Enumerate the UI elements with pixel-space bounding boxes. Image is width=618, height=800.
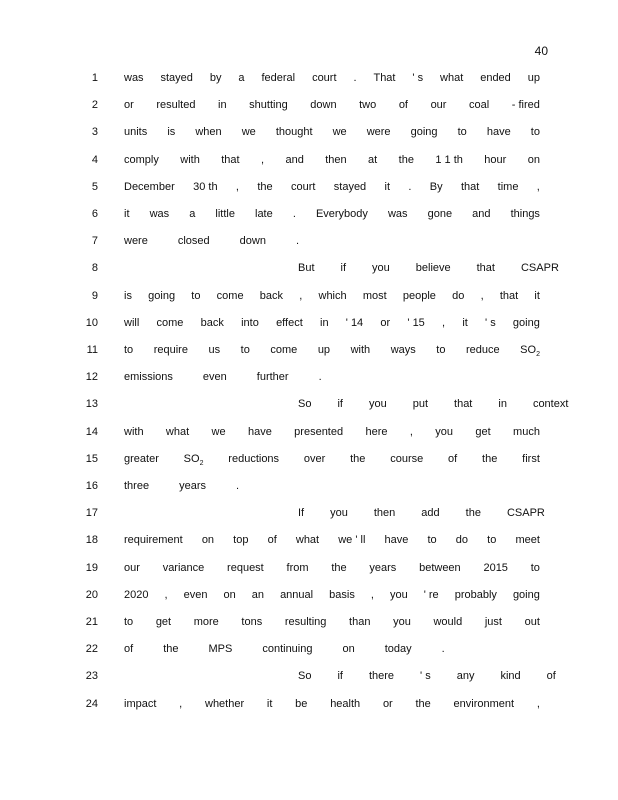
transcript-line [0, 505, 618, 521]
line-number: 6 [91, 208, 98, 220]
word: of [546, 670, 556, 683]
word: ended [480, 72, 511, 84]
transcript-line [0, 179, 618, 195]
line-text [124, 451, 540, 472]
word: we ' ll [338, 534, 366, 547]
word: a [238, 72, 245, 84]
word: we [241, 126, 256, 139]
word: back [259, 289, 284, 302]
word: you [389, 588, 408, 601]
word: probably [454, 588, 497, 601]
line-text [298, 668, 556, 684]
word: be [295, 697, 308, 710]
word: or [380, 316, 391, 329]
transcript-line [0, 560, 618, 576]
word: then [373, 507, 396, 520]
word: to [427, 534, 437, 547]
word: back [200, 316, 224, 329]
word: , [370, 588, 374, 601]
line-text [124, 97, 540, 113]
subscript: 2 [199, 459, 204, 467]
word: much [513, 425, 540, 438]
word: CSAPR [506, 507, 545, 520]
word: ' 15 [407, 316, 425, 329]
word: So [298, 670, 312, 683]
word: do [452, 289, 465, 302]
word: . [292, 208, 296, 220]
word: that [454, 398, 473, 411]
word: , [235, 180, 239, 193]
transcript-line [0, 614, 618, 630]
word: , [299, 289, 303, 302]
line-number: 5 [91, 180, 98, 193]
word: further [256, 371, 289, 384]
transcript-line [0, 70, 618, 86]
word: two [359, 99, 377, 112]
word: on [201, 534, 215, 547]
word: . [353, 72, 357, 84]
word: a [189, 208, 196, 220]
word: meet [515, 534, 540, 547]
word: whether [205, 697, 245, 710]
word: at [368, 153, 378, 166]
word: annual [280, 588, 314, 601]
word: people [402, 289, 436, 302]
transcript-line [0, 532, 618, 548]
word: ' s [485, 316, 496, 329]
word: come [270, 344, 298, 356]
word: here [365, 425, 388, 438]
word: and [472, 208, 491, 220]
word: coal [469, 99, 490, 112]
line-text [124, 288, 540, 304]
line-text [124, 206, 540, 222]
word: you [435, 425, 454, 438]
word: court [290, 180, 316, 193]
word: when [195, 126, 222, 139]
word: December [124, 180, 175, 193]
subscript: 2 [536, 351, 540, 359]
line-number: 1 [91, 72, 98, 84]
word: add [421, 507, 440, 520]
word: our [124, 561, 140, 574]
transcript-line [0, 152, 618, 168]
line-number: 12 [85, 371, 98, 384]
word: into [241, 316, 259, 329]
word: continuing [262, 643, 313, 656]
word: going [148, 289, 176, 302]
line-number: 22 [85, 643, 98, 656]
word: stayed [160, 72, 193, 84]
line-number: 20 [85, 588, 98, 601]
word: us [208, 344, 221, 356]
word: on [527, 153, 540, 166]
word: an [251, 588, 265, 601]
line-text [124, 70, 540, 86]
line-text [124, 614, 540, 630]
word: believe [415, 262, 451, 275]
word: that [221, 153, 240, 166]
word: federal [261, 72, 296, 84]
word: down [239, 235, 266, 248]
word: to [240, 344, 250, 356]
word: hour [484, 153, 507, 166]
transcript-line [0, 124, 618, 140]
transcript-line [0, 288, 618, 304]
word: . [235, 480, 240, 492]
word: first [522, 452, 540, 465]
word: with [180, 153, 200, 166]
word: on [342, 643, 355, 656]
word: kind [500, 670, 521, 683]
word: by [209, 72, 222, 84]
word: , [164, 588, 168, 601]
word: resulting [284, 616, 327, 628]
word: request [227, 561, 264, 574]
word: By [429, 180, 443, 193]
page-number: 40 [534, 44, 548, 58]
word: the [331, 561, 347, 574]
word: reductions [228, 452, 280, 465]
word: 1 1 th [435, 153, 463, 166]
word: what [295, 534, 320, 547]
word: our [430, 99, 447, 112]
line-text [124, 587, 540, 603]
word: requirement [124, 534, 183, 547]
word: to [124, 616, 134, 628]
word: thought [275, 126, 313, 139]
word: . [408, 180, 412, 193]
word: years [179, 480, 206, 492]
word: ' 14 [345, 316, 364, 329]
word: , [409, 425, 413, 438]
word: going [512, 316, 540, 329]
word: put [412, 398, 429, 411]
line-text [124, 424, 540, 440]
word: shutting [249, 99, 288, 112]
word: things [510, 208, 540, 220]
word: top [233, 534, 249, 547]
word: of [267, 534, 277, 547]
line-number: 13 [85, 398, 98, 411]
word: of [398, 99, 408, 112]
word: units [124, 126, 148, 139]
word: - fired [511, 99, 540, 112]
word: 2020 [124, 588, 149, 601]
line-number: 11 [86, 344, 98, 356]
word: late [255, 208, 273, 220]
word: to [487, 534, 497, 547]
word: it [384, 180, 391, 193]
word: , [179, 697, 183, 710]
word: and [285, 153, 304, 166]
word: variance [162, 561, 205, 574]
word: it [462, 316, 468, 329]
word: that [476, 262, 495, 275]
word: have [486, 126, 511, 139]
word: in [218, 99, 227, 112]
word: basis [329, 588, 355, 601]
word: three [124, 480, 150, 492]
word: we [211, 425, 226, 438]
word: presented [294, 425, 344, 438]
word: even [183, 588, 208, 601]
transcript-line [0, 424, 618, 440]
word: have [247, 425, 272, 438]
word: to [457, 126, 467, 139]
transcript-line [0, 206, 618, 222]
line-text [124, 179, 540, 195]
line-text [124, 369, 540, 385]
word: on [223, 588, 236, 601]
word: from [286, 561, 309, 574]
word: the [482, 452, 498, 465]
line-text [124, 152, 540, 168]
word: were [366, 126, 391, 139]
transcript-line [0, 451, 618, 467]
word: were [124, 235, 148, 248]
line-text [124, 696, 540, 712]
transcript-line [0, 396, 618, 412]
line-text [124, 532, 540, 548]
word: if [337, 670, 343, 683]
line-text [124, 342, 540, 363]
word: ways [390, 344, 416, 356]
word: up [527, 72, 540, 84]
word: will [124, 316, 140, 329]
word: years [369, 561, 397, 574]
word: with [350, 344, 371, 356]
word: gone [427, 208, 453, 220]
word: to [530, 561, 540, 574]
word: going [410, 126, 438, 139]
word: more [193, 616, 219, 628]
word: up [317, 344, 331, 356]
word: context [532, 398, 569, 411]
word: to [436, 344, 446, 356]
word: is [124, 289, 132, 302]
word: do [455, 534, 469, 547]
word: or [124, 99, 134, 112]
word: between [419, 561, 461, 574]
line-text [124, 315, 540, 331]
word: closed [177, 235, 210, 248]
word: than [349, 616, 371, 628]
word: you [330, 507, 348, 520]
word: even [202, 371, 227, 384]
word: , [536, 180, 540, 193]
word: what [440, 72, 464, 84]
word: health [330, 697, 361, 710]
line-number: 15 [85, 452, 98, 465]
word: , [480, 289, 484, 302]
word: what [165, 425, 190, 438]
word: of [124, 643, 134, 656]
word: MPS [208, 643, 233, 656]
word: if [337, 398, 343, 411]
word: stayed [333, 180, 367, 193]
line-number: 8 [91, 262, 98, 275]
word: reduce [466, 344, 500, 356]
line-number: 9 [91, 289, 98, 302]
word: it [534, 289, 540, 302]
word: resulted [156, 99, 196, 112]
word: to [530, 126, 540, 139]
word: over [303, 452, 326, 465]
line-number: 2 [91, 99, 98, 112]
word: . [295, 235, 299, 248]
word: you [393, 616, 411, 628]
word: ' s [420, 670, 431, 683]
word: in [498, 398, 507, 411]
line-text [124, 478, 540, 494]
transcript-line [0, 369, 618, 385]
word: you [372, 262, 390, 275]
word: the [163, 643, 179, 656]
word: or [382, 697, 393, 710]
word: effect [276, 316, 303, 329]
word: require [153, 344, 188, 356]
word: the [465, 507, 481, 520]
line-number: 21 [85, 616, 98, 628]
word: But [298, 262, 315, 275]
word: $SO_2$ [183, 452, 204, 467]
word: is [167, 126, 176, 139]
word: get [155, 616, 172, 628]
word: , [260, 153, 265, 166]
word: you [368, 398, 387, 411]
line-number: 7 [91, 235, 98, 248]
word: little [215, 208, 235, 220]
word: if [340, 262, 347, 275]
word: it [266, 697, 273, 710]
line-text [298, 505, 545, 521]
word: time [497, 180, 519, 193]
word: would [433, 616, 463, 628]
word: come [216, 289, 244, 302]
word: come [156, 316, 184, 329]
word: , [442, 316, 446, 329]
word: was [124, 72, 144, 84]
line-text [298, 396, 569, 412]
word: tons [241, 616, 263, 628]
word: ' re [423, 588, 439, 601]
word: That [373, 72, 396, 84]
word: the [257, 180, 273, 193]
word: any [456, 670, 475, 683]
word: today [384, 643, 412, 656]
line-text [124, 124, 540, 140]
line-text [298, 260, 559, 276]
word: greater [124, 452, 159, 465]
word: . [441, 643, 445, 656]
line-number: 23 [85, 670, 98, 683]
word: the [398, 153, 414, 166]
word: . [318, 371, 322, 384]
word: then [325, 153, 347, 166]
word: environment [453, 697, 515, 710]
line-number: 24 [85, 697, 98, 710]
line-text [124, 641, 540, 657]
word: $SO_2$ [520, 344, 540, 359]
line-number: 17 [85, 507, 98, 520]
word: just [484, 616, 502, 628]
word: there [368, 670, 395, 683]
word: it [124, 208, 130, 220]
word: out [524, 616, 540, 628]
word: the [415, 697, 431, 710]
word: have [384, 534, 409, 547]
transcript-line [0, 641, 618, 657]
word: that [499, 289, 519, 302]
word: CSAPR [520, 262, 559, 275]
word: was [149, 208, 170, 220]
transcript-line [0, 668, 618, 684]
line-number: 3 [91, 126, 98, 139]
word: to [191, 289, 201, 302]
word: comply [124, 153, 159, 166]
line-number: 18 [85, 534, 98, 547]
word: most [362, 289, 387, 302]
word: we [332, 126, 347, 139]
word: in [320, 316, 329, 329]
transcript-line [0, 260, 618, 276]
word: If [298, 507, 305, 520]
word: , [536, 697, 540, 710]
word: Everybody [315, 208, 368, 220]
word: with [124, 425, 144, 438]
transcript-line [0, 342, 618, 358]
line-number: 14 [85, 425, 98, 438]
word: court [312, 72, 337, 84]
word: So [298, 398, 312, 411]
word: which [318, 289, 347, 302]
transcript-line [0, 478, 618, 494]
word: the [350, 452, 366, 465]
word: course [390, 452, 424, 465]
word: was [387, 208, 408, 220]
line-text [124, 233, 540, 249]
line-number: 16 [85, 480, 98, 492]
word: going [512, 588, 540, 601]
word: ' s [412, 72, 424, 84]
word: get [475, 425, 491, 438]
transcript-line [0, 696, 618, 712]
transcript-line [0, 233, 618, 249]
line-number: 10 [85, 316, 98, 329]
transcript-line [0, 315, 618, 331]
word: down [310, 99, 337, 112]
word: of [448, 452, 458, 465]
transcript-line [0, 97, 618, 113]
transcript-line [0, 587, 618, 603]
line-number: 4 [91, 153, 98, 166]
word: impact [124, 697, 157, 710]
word: 30 th [193, 180, 218, 193]
line-text [124, 560, 540, 576]
word: that [460, 180, 480, 193]
word: 2015 [483, 561, 508, 574]
word: to [124, 344, 134, 356]
word: emissions [124, 371, 173, 384]
line-number: 19 [85, 561, 98, 574]
